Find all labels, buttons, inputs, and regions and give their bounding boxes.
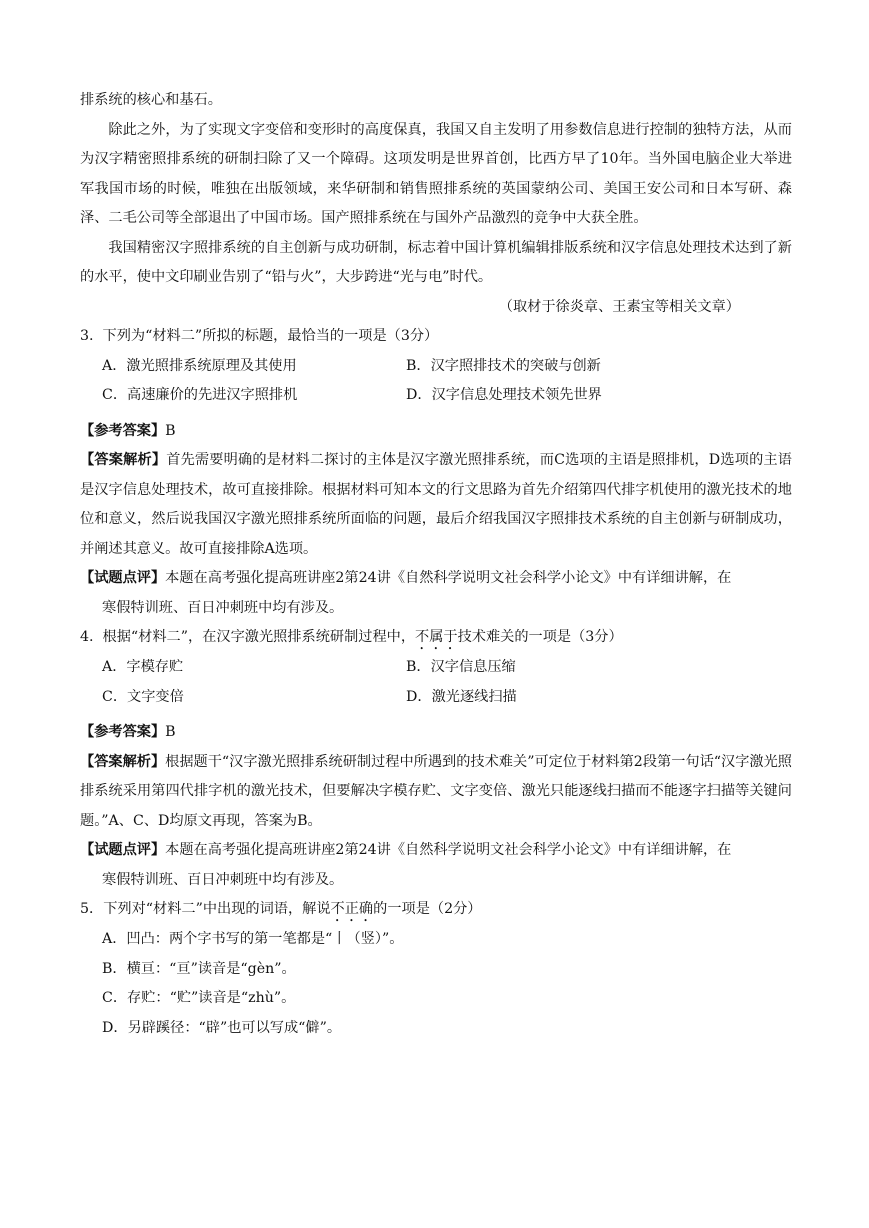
- question-3-answer: [80, 417, 792, 447]
- answer-tag: 【参考答案】: [80, 724, 166, 740]
- stem-text: 4. 根据“材料二”，在汉字激光照排系统研制过程中，: [80, 629, 416, 645]
- material-paragraph-3: 我国精密汉字照排系统的自主创新与成功研制，标志着中国计算机编辑排版系统和汉字信息处理技术达到了新的水平，使中文印刷业告别了“铅与火”，大步跨进“光与电”时代。: [80, 239, 792, 285]
- question-3-options-row-1: [80, 352, 792, 382]
- question-3-options-row-2: [80, 381, 792, 411]
- question-4-options-row-2: [80, 683, 792, 713]
- question-3-stem: 3. 下列为“材料二”所拟的标题，最恰当的一项是（3分）: [80, 328, 439, 344]
- comment-tag: 【试题点评】: [80, 570, 166, 586]
- answer-value: B: [165, 724, 176, 740]
- question-3-analysis: [80, 446, 792, 564]
- comment-tag: 【试题点评】: [80, 842, 166, 858]
- answer-tag: 【参考答案】: [80, 422, 166, 439]
- question-3-option-c: C．高速廉价的先进汉字照排机: [102, 387, 298, 403]
- question-3-option-b: B．汉字照排技术的突破与创新: [406, 357, 601, 374]
- question-4-answer: [80, 718, 792, 748]
- analysis-tag: 【答案解析】: [80, 753, 166, 770]
- question-3-option-d: D．汉字信息处理技术领先世界: [406, 387, 602, 403]
- question-5-stem: [80, 895, 792, 925]
- answer-value: B: [165, 422, 176, 439]
- material-paragraph-continued: 排系统的核心和基石。: [80, 92, 222, 108]
- comment-text-line-1: 本题在高考强化提高班讲座2第24讲《自然科学说明文社会科学小论文》中有详细讲解，在: [165, 842, 732, 858]
- question-4-option-c: C．文字变倍: [102, 688, 184, 705]
- question-5-option-c: C．存贮：“贮”读音是“zhù”。: [102, 990, 296, 1006]
- analysis-text: 首先需要明确的是材料二探讨的主体是汉字激光照排系统，而C选项的主语是照排机，D选项的主语是汉字信息处理技术，故可直接排除。根据材料可知本文的行文思路为首先介绍第四代排字机使用的激光技术的地位和意义，然后说我国汉字激光照排系统所面临的问题，最后介绍我国汉字照排技术系统的自主创新与研制成功，并阐述其意义。故可直接排除A选项。: [80, 452, 792, 557]
- stem-emphasis: 不正确: [330, 901, 374, 917]
- material-source: （取材于徐炎章、王素宝等相关文章）: [498, 298, 740, 315]
- question-3-comment: [80, 564, 792, 594]
- stem-emphasis: 不属于: [415, 629, 458, 645]
- analysis-tag: 【答案解析】: [80, 452, 167, 468]
- question-4-option-b: B．汉字信息压缩: [406, 659, 516, 675]
- stem-text-end: 的一项是（2分）: [373, 901, 482, 917]
- question-4-analysis: [80, 748, 792, 837]
- question-4-option-a: A．字模存贮: [102, 659, 184, 675]
- question-4-comment-line-2: 寒假特训班、百日冲刺班中均有涉及。: [102, 871, 344, 888]
- question-5-option-d: D．另辟蹊径：“辟”也可以写成“僻”。: [102, 1019, 342, 1036]
- question-4-options-row-1: [80, 653, 792, 683]
- question-4-option-d: D．激光逐线扫描: [406, 688, 517, 705]
- stem-text: 5．下列对“材料二”中出现的词语，解说: [80, 901, 331, 917]
- question-5-option-a: A．凹凸：两个字书写的第一笔都是“丨（竖）”。: [102, 931, 404, 947]
- material-paragraph-2: 除此之外，为了实现文字变倍和变形时的高度保真，我国又自主发明了用参数信息进行控制的独特方法，从而为汉字精密照排系统的研制扫除了又一个障碍。这项发明是世界首创，比西方早了10年。当外国电脑企业大举进军我国市场的时候，唯独在出版领域，来华研制和销售照排系统的英国蒙纳公司、美国王安公司和日本写研、森泽、二毛公司等全部退出了中国市场。国产照排系统在与国外产品激烈的竞争中大获全胜。: [80, 121, 792, 226]
- stem-text-end: 技术难关的一项是（3分）: [457, 629, 623, 645]
- analysis-text: 根据题干“汉字激光照排系统研制过程中所遇到的技术难关”可定位于材料第2段第一句话“汉字激光照排系统采用第四代排字机的激光技术，但要解决字模存贮、文字变倍、激光只能逐线扫描而不能逐字扫描等关键问题。”A、C、D均原文再现，答案为B。: [80, 753, 792, 829]
- question-3-comment-line-2: 寒假特训班、百日冲刺班中均有涉及。: [102, 599, 344, 616]
- question-5-option-b: B．横亘：“亘”读音是“gèn”。: [102, 960, 296, 977]
- question-4-stem: [80, 623, 792, 653]
- document-page: [80, 86, 792, 1043]
- question-3-option-a: A．激光照排系统原理及其使用: [102, 357, 297, 374]
- question-4-comment: [80, 836, 792, 866]
- comment-text-line-1: 本题在高考强化提高班讲座2第24讲《自然科学说明文社会科学小论文》中有详细讲解，在: [165, 570, 732, 586]
